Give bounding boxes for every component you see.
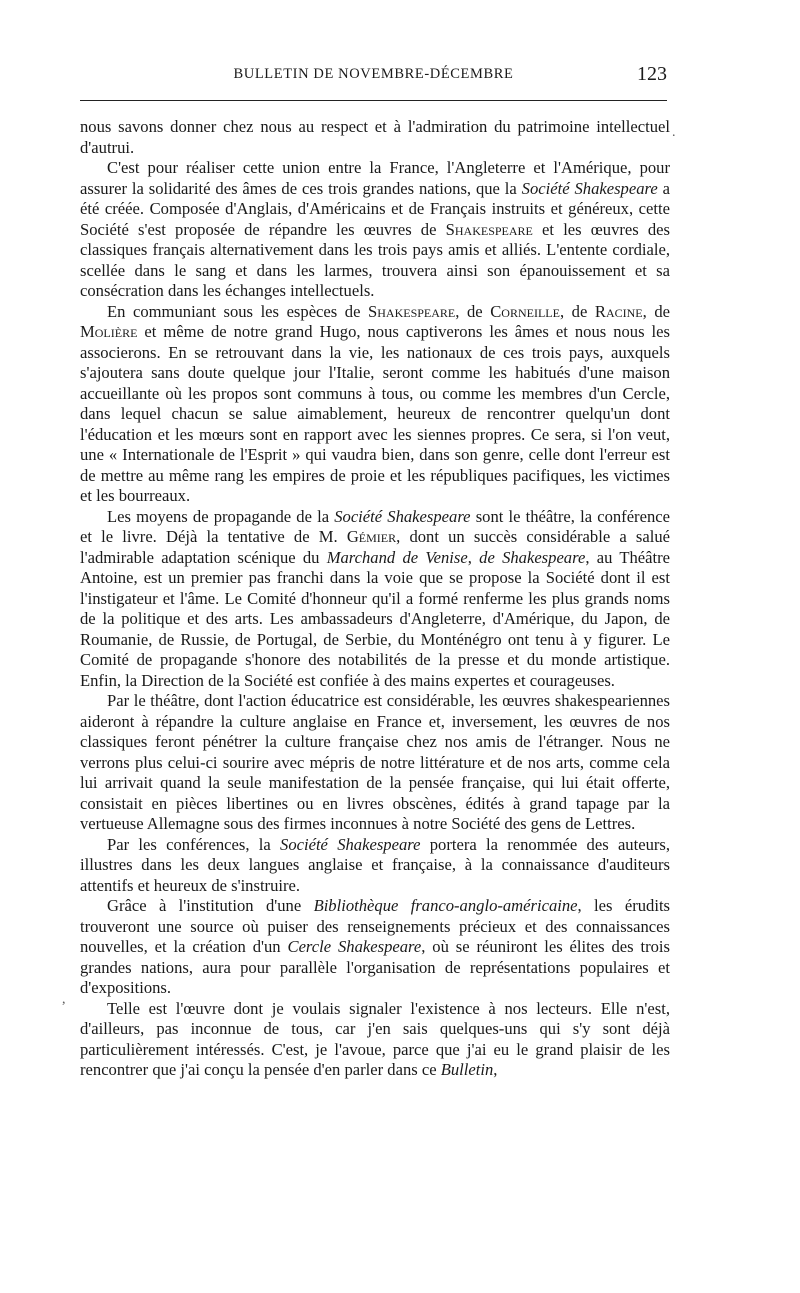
body-text <box>80 117 670 1081</box>
paragraph <box>80 117 670 158</box>
italic-text: Société Shakespeare <box>521 178 658 198</box>
text-run: , au Théâtre Antoine, est un premier pas franchi dans la voie que se propose la Société dont il est l'instigateur et l'âme. Le Comité d'honneur qu'il a formé renferme les plus grands noms de la politique et des arts. Les ambassadeurs d'Angleterre, d'Amérique, du Japon, de Roumanie, de Russie, de Portugal, de Serbie, du Monténégro ont tenu à y figurer. Le Comité de propagande s'honore des notabilités de la presse et du monde artistique. Enfin, la Direction de la Société est confiée à des mains expertes et courageuses. <box>80 547 670 690</box>
text-run: Grâce à l'institution d'une <box>107 896 314 915</box>
small-caps-name: Molière <box>80 322 138 341</box>
small-caps-name: Racine <box>594 301 643 321</box>
italic-text: Société Shakespeare <box>280 834 421 854</box>
paragraph <box>80 999 670 1081</box>
italic-text: de Shakespeare <box>479 547 586 567</box>
paragraph <box>80 896 670 999</box>
text-run: , <box>493 1060 498 1079</box>
text-run: a été créée. Composée d'Anglais, d'Américains et de Français instruits et généreux, cette Société s'est proposée de répandre les œuvres de <box>80 178 670 239</box>
text-run: Telle est l'œuvre dont je voulais signaler l'existence à nos lecteurs. Elle n'est, d'ailleurs, pas inconnue de tous, car j'en sais quelques-uns qui s'y sont déjà particulièrement intéressés. C'est, je l'avoue, parce que j'ai eu le grand plaisir de les rencontrer que j'ai conçu la pensée d'en parler dans ce <box>80 998 670 1079</box>
text-run: portera la renommée des auteurs, illustres dans les deux langues anglaise et française, à la connaissance d'auditeurs attentifs et heureux de s'instruire. <box>80 834 671 895</box>
text-run: Par le théâtre, dont l'action éducatrice est considérable, les œuvres shakespeariennes aideront à répandre la culture anglaise en France et, inversement, les œuvres de nos classiques feront pénétrer la culture française chez nos amis de l'étranger. Nous ne verrons plus celui-ci sourire avec mépris de notre littérature et de nos arts, comme cela lui arrivait quand la seule manifestation de la pensée française, qui lui était offerte, consistait en pièces libertines ou en livres obscènes, édités à grand tapage par la vertueuse Allemagne sous des firmes inconnues à notre Société des gens de Lettres. <box>80 691 670 833</box>
text-run: , de <box>559 301 595 321</box>
page-header <box>80 63 667 92</box>
small-caps-name: Shakespeare <box>445 219 533 239</box>
stray-mark: . <box>672 125 676 140</box>
stray-mark: , <box>62 992 66 1007</box>
italic-text: Cercle Shakespeare <box>287 937 422 956</box>
paragraph <box>80 835 670 897</box>
page-number: 123 <box>637 63 667 85</box>
text-run: Par les conférences, la <box>107 834 281 854</box>
text-run: et même de notre grand Hugo, nous captiverons les âmes et nous nous les associerons. En se retrouvant dans la vie, les nationaux de ces trois pays, auxquels s'ajoutera sans doute quelque jour l'Italie, seront comme les habitués d'une maison accueillante où les propos sont communs à tous, ou comme les membres d'un Cercle, dans lequel chacun se salue aimablement, heureux de rencontrer quelqu'un dont l'éducation et les mœurs sont en rapport avec les siennes propres. Ce sera, si l'on veut, une « Internationale de l'Esprit » qui vaudra bien, dans son genre, celle dont l'erreur est de mettre au même rang les empires de proie et les républiques pacifiques, les victimes et les bourreaux. <box>80 322 670 505</box>
text-run: , de <box>455 301 491 321</box>
paragraph <box>80 507 670 692</box>
text-run: , de <box>642 301 670 321</box>
small-caps-name: Shakespeare <box>368 301 456 321</box>
header-rule <box>80 100 667 101</box>
italic-text: Société Shakespeare <box>334 506 471 526</box>
italic-text: Marchand de Venise <box>326 547 468 567</box>
text-run: sont le théâtre, la conférence et le livre. Déjà la tentative de M. <box>80 506 670 546</box>
text-run: , <box>467 547 480 567</box>
text-run: En communiant sous les espèces de <box>107 301 369 321</box>
text-run: nous savons donner chez nous au respect et à l'admiration du patrimoine intellectuel d'autrui. <box>80 117 670 157</box>
text-run: , les érudits trouveront une source où puiser des renseignements précieux et des connaissances nouvelles, et la création d'un <box>80 896 671 956</box>
italic-text: Bibliothèque franco-anglo-américaine <box>313 896 578 915</box>
text-run: et les œuvres des classiques français alternativement dans les trois pays amis et alliés. L'entente cordiale, scellée dans le sang et dans les larmes, trouvera ainsi son épanouissement et sa consécration dans les échanges intellectuels. <box>80 219 670 300</box>
text-run: C'est pour réaliser cette union entre la France, l'Angleterre et l'Amérique, pour assurer la solidarité des âmes de ces trois grandes nations, que la <box>80 158 670 198</box>
text-run: , dont un succès considérable a salué l'admirable adaptation scénique du <box>80 527 670 567</box>
italic-text: Bulletin <box>440 1060 494 1079</box>
paragraph <box>80 691 670 835</box>
text-run: Les moyens de propagande de la <box>107 506 335 526</box>
running-title: BULLETIN DE NOVEMBRE-DÉCEMBRE <box>233 66 514 82</box>
paragraph <box>80 158 670 302</box>
small-caps-name: Corneille <box>490 301 560 321</box>
paragraph <box>80 302 670 507</box>
small-caps-name: Gémier <box>346 527 397 546</box>
text-run: , où se réuniront les élites des trois grandes nations, aura pour parallèle l'organisation de représentations populaires et d'expositions. <box>80 937 670 997</box>
